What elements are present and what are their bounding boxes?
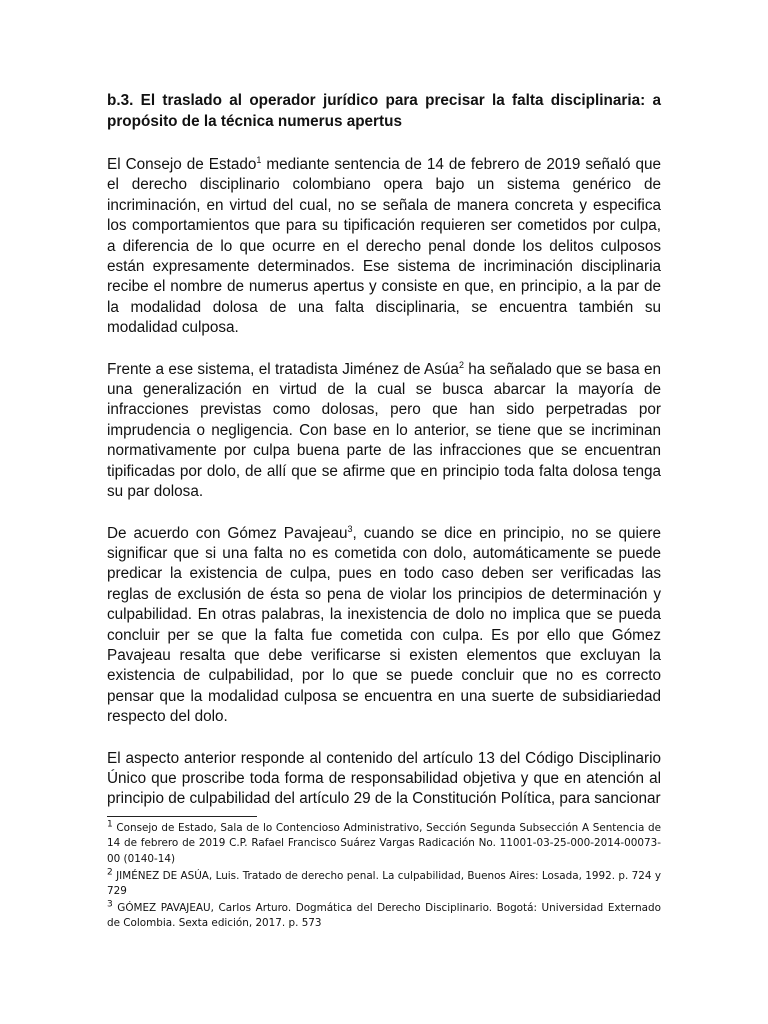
- footnote-2: [107, 869, 661, 900]
- paragraph-text: El aspecto anterior responde al contenido del artículo 13 del Código Disciplinario Único que proscribe toda forma de responsabilidad objetiva y que en atención al principio de culpabilidad del artículo 29 de la Constitución Política, para sancionar: [107, 749, 661, 808]
- document-page: [107, 90, 661, 933]
- paragraph-text: ha señalado que se basa en una generalización en virtud de la cual se busca abarcar la mayoría de infracciones previstas como dolosas, pero que han sido perpetradas por imprudencia o negligencia. Con base en lo anterior, se tiene que se incriminan normativamente por culpa buena parte de las infracciones que se encuentran tipificadas por dolo, de allí que se afirme que en principio toda falta dolosa tenga su par dolosa.: [107, 360, 661, 501]
- footnote-text: GÓMEZ PAVAJEAU, Carlos Arturo. Dogmática del Derecho Disciplinario. Bogotá: Universidad Externado de Colombia. Sexta edición, 2017. p. 573: [107, 901, 661, 930]
- footnote-text: Consejo de Estado, Sala de lo Contencioso Administrativo, Sección Segunda Subsección A Sentencia de 14 de febrero de 2019 C.P. Rafael Francisco Suárez Vargas Radicación No. 11001-03-25-000-2014-00073-00 (0140-14): [107, 821, 661, 865]
- paragraph-gomez-pavajeau: [107, 524, 661, 728]
- footnote-number: 1: [107, 819, 113, 830]
- paragraph-text: De acuerdo con Gómez Pavajeau: [107, 524, 348, 542]
- paragraph-articulo-13: [107, 749, 661, 810]
- paragraph-text: Frente a ese sistema, el tratadista Jiménez de Asúa: [107, 360, 459, 378]
- footnote-number: 2: [107, 867, 113, 878]
- footnote-separator: [107, 816, 257, 817]
- paragraph-text: , cuando se dice en principio, no se quiere significar que si una falta no es cometida con dolo, automáticamente se puede predicar la existencia de culpa, pues en todo caso deben ser verificadas las reglas de exclusión de ésta so pena de violar los principios de determinación y culpabilidad. En otras palabras, la inexistencia de dolo no implica que se pueda concluir per se que la falta fue cometida con culpa. Es por ello que Gómez Pavajeau resalta que debe verificarse si existen elementos que excluyan la existencia de culpabilidad, por lo que se puede concluir que no es correcto pensar que la modalidad culposa se encuentra en una suerte de subsidiariedad respecto del dolo.: [107, 524, 661, 726]
- paragraph-jimenez-de-asua: [107, 360, 661, 503]
- footnote-text: JIMÉNEZ DE ASÚA, Luis. Tratado de derecho penal. La culpabilidad, Buenos Aires: Losada, 1992. p. 724 y 729: [107, 869, 661, 898]
- footnote-ref-2[interactable]: 2: [458, 359, 464, 370]
- section-heading: b.3. El traslado al operador jurídico para precisar la falta disciplinaria: a propósito de la técnica numerus apertus: [107, 92, 661, 130]
- footnote-number: 3: [107, 899, 113, 910]
- paragraph-text: mediante sentencia de 14 de febrero de 2019 señaló que el derecho disciplinario colombiano opera bajo un sistema genérico de incriminación, en virtud del cual, no se señala de manera concreta y especifica los comportamientos que para su tipificación requieren ser cometidos por culpa, a diferencia de lo que ocurre en el derecho penal donde los delitos culposos están expresamente determinados. Ese sistema de incriminación disciplinaria recibe el nombre de numerus apertus y consiste en que, en principio, a la par de la modalidad dolosa de una falta disciplinaria, se encuentra también su modalidad culposa.: [107, 156, 661, 337]
- footnote-ref-3[interactable]: 3: [347, 523, 353, 534]
- footnote-ref-1[interactable]: 1: [256, 154, 262, 165]
- paragraph-consejo-de-estado: [107, 155, 661, 339]
- footnote-3: [107, 901, 661, 932]
- footnote-1: [107, 821, 661, 868]
- paragraph-text: El Consejo de Estado: [107, 156, 257, 173]
